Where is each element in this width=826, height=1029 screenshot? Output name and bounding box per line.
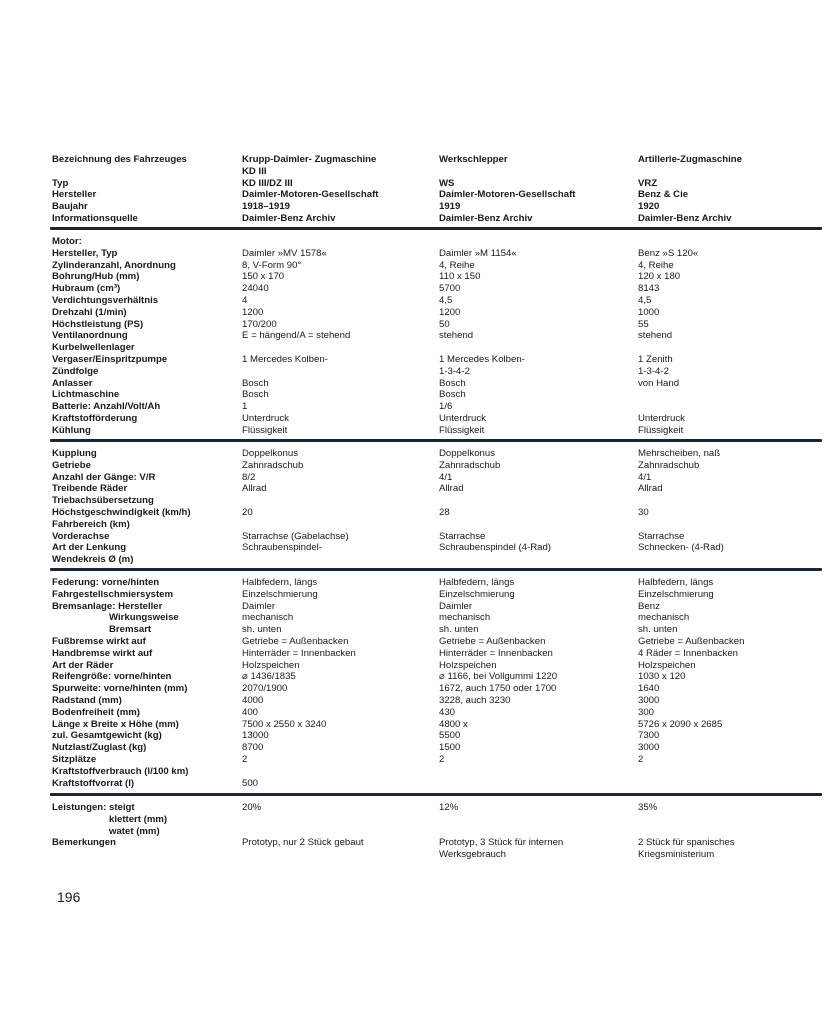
row-label: Fahrbereich (km) xyxy=(52,518,130,530)
vehicle-2-value: Starrachse xyxy=(439,530,486,542)
vehicle-2-value: 110 x 150 xyxy=(439,271,481,283)
table-row xyxy=(52,742,822,754)
vehicle-3-value: Starrachse xyxy=(638,530,685,542)
vehicle-2-value: ⌀ 1166, bei Vollgummi 1220 xyxy=(439,671,558,683)
vehicle-2-value: Einzelschmierung xyxy=(439,588,515,600)
table-row xyxy=(52,472,822,484)
section-divider xyxy=(50,227,822,230)
vehicle-2-value: Bosch xyxy=(439,377,466,389)
vehicle-3-value: 4,5 xyxy=(638,294,652,306)
vehicle-2-value: Bosch xyxy=(439,389,466,401)
table-row xyxy=(52,260,822,272)
table-row xyxy=(52,354,822,366)
table-row xyxy=(52,601,822,613)
vehicle-1-value: 8, V-Form 90° xyxy=(242,259,302,271)
section-divider xyxy=(50,439,822,442)
vehicle-1-value: KD III xyxy=(242,165,267,177)
table-row xyxy=(52,213,822,225)
vehicle-3-value: Zahnradschub xyxy=(638,459,700,471)
row-label: Vorderachse xyxy=(52,530,110,542)
vehicle-3-value: 300 xyxy=(638,706,655,718)
table-row xyxy=(52,342,822,354)
vehicle-1-value: 24040 xyxy=(242,283,269,295)
table-row xyxy=(52,589,822,601)
vehicle-1-value: 8700 xyxy=(242,742,264,754)
table-row xyxy=(52,531,822,543)
row-label: Kühlung xyxy=(52,424,91,436)
vehicle-2-value: 50 xyxy=(439,318,450,330)
table-row xyxy=(52,248,822,260)
vehicle-3-value: Benz »S 120« xyxy=(638,247,699,259)
performance-section xyxy=(52,802,822,861)
row-label: Getriebe xyxy=(52,459,91,471)
row-label: Kraftstofförderung xyxy=(52,412,138,424)
row-label: Verdichtungsverhältnis xyxy=(52,294,159,306)
row-label: Höchstleistung (PS) xyxy=(52,318,144,330)
table-row xyxy=(52,154,822,166)
row-label: Nutzlast/Zuglast (kg) xyxy=(52,742,147,754)
table-row xyxy=(52,826,822,838)
vehicle-2-value: 28 xyxy=(439,506,450,518)
row-label: Baujahr xyxy=(52,201,88,213)
row-label: Reifengröße: vorne/hinten xyxy=(52,671,172,683)
vehicle-2-value: 1672, auch 1750 oder 1700 xyxy=(439,683,557,695)
vehicle-3-value: 1 Zenith xyxy=(638,353,673,365)
table-row xyxy=(52,612,822,624)
row-label: Bohrung/Hub (mm) xyxy=(52,271,140,283)
vehicle-3-value: Kriegsministerium xyxy=(638,849,715,861)
vehicle-3-value: 120 x 180 xyxy=(638,271,681,283)
vehicle-3-value: 7300 xyxy=(638,730,660,742)
row-label: Zylinderanzahl, Anordnung xyxy=(52,259,176,271)
row-label: Sitzplätze xyxy=(52,753,97,765)
header-section xyxy=(52,154,822,225)
vehicle-1-value: Einzelschmierung xyxy=(242,588,318,600)
vehicle-1-value: Starrachse (Gabelachse) xyxy=(242,530,349,542)
table-row xyxy=(52,778,822,790)
table-row xyxy=(52,671,822,683)
vehicle-1-value: Daimler xyxy=(242,600,276,612)
table-row xyxy=(52,378,822,390)
row-label: Drehzahl (1/min) xyxy=(52,306,127,318)
motor-section xyxy=(52,236,822,437)
table-row xyxy=(52,683,822,695)
row-label: Typ xyxy=(52,177,69,189)
vehicle-3-value: 2 xyxy=(638,753,644,765)
vehicle-1-value: ⌀ 1436/1835 xyxy=(242,671,296,683)
table-row xyxy=(52,636,822,648)
vehicle-2-value: mechanisch xyxy=(439,612,491,624)
vehicle-2-value: Unterdruck xyxy=(439,412,486,424)
vehicle-2-value: 1/6 xyxy=(439,401,453,413)
vehicle-1-value: Prototyp, nur 2 Stück gebaut xyxy=(242,837,364,849)
row-label: Wendekreis Ø (m) xyxy=(52,554,134,566)
vehicle-3-value: 8143 xyxy=(638,283,660,295)
vehicle-3-value: Benz & Cie xyxy=(638,189,689,201)
vehicle-2-value: Werksgebrauch xyxy=(439,849,507,861)
vehicle-2-value: Allrad xyxy=(439,483,464,495)
vehicle-3-value: sh. unten xyxy=(638,624,678,636)
vehicle-3-value: Artillerie-Zugmaschine xyxy=(638,154,742,165)
table-row xyxy=(52,519,822,531)
vehicle-2-value: Flüssigkeit xyxy=(439,424,485,436)
vehicle-3-value: 1000 xyxy=(638,306,660,318)
vehicle-2-value: Werkschlepper xyxy=(439,154,508,165)
vehicle-3-value: Einzelschmierung xyxy=(638,588,714,600)
table-row xyxy=(52,495,822,507)
vehicle-2-value: 12% xyxy=(439,802,459,813)
vehicle-2-value: Getriebe = Außenbacken xyxy=(439,635,546,647)
vehicle-2-value: Daimler xyxy=(439,600,473,612)
table-row xyxy=(52,707,822,719)
vehicle-1-value: Bosch xyxy=(242,389,269,401)
row-label: Kraftstoffverbrauch (l/100 km) xyxy=(52,765,189,777)
table-row xyxy=(52,542,822,554)
vehicle-1-value: 2070/1900 xyxy=(242,683,288,695)
vehicle-1-value: Doppelkonus xyxy=(242,448,299,459)
vehicle-3-value: 35% xyxy=(638,802,658,813)
table-row xyxy=(52,814,822,826)
vehicle-3-value: 4, Reihe xyxy=(638,259,674,271)
vehicle-2-value: Holzspeichen xyxy=(439,659,497,671)
vehicle-3-value: 2 Stück für spanisches xyxy=(638,837,735,849)
vehicle-2-value: 1 Mercedes Kolben- xyxy=(439,353,525,365)
vehicle-1-value: 4000 xyxy=(242,694,264,706)
vehicle-1-value: 1 Mercedes Kolben- xyxy=(242,353,328,365)
vehicle-1-value: Krupp-Daimler- Zugmaschine xyxy=(242,154,377,165)
table-row xyxy=(52,319,822,331)
vehicle-3-value: 1030 x 120 xyxy=(638,671,686,683)
row-label: Lichtmaschine xyxy=(52,389,120,401)
row-label: Höchstgeschwindigkeit (km/h) xyxy=(52,506,191,518)
vehicle-3-value: 1920 xyxy=(638,201,660,213)
vehicle-1-value: 13000 xyxy=(242,730,269,742)
table-row xyxy=(52,201,822,213)
table-row xyxy=(52,236,822,248)
vehicle-2-value: 2 xyxy=(439,753,445,765)
table-row xyxy=(52,577,822,589)
vehicle-2-value: Hinterräder = Innenbacken xyxy=(439,647,553,659)
vehicle-2-value: stehend xyxy=(439,330,474,342)
row-label: Handbremse wirkt auf xyxy=(52,647,153,659)
row-label: Kraftstoffvorrat (l) xyxy=(52,777,135,789)
vehicle-2-value: 1200 xyxy=(439,306,461,318)
row-label: Kupplung xyxy=(52,448,97,459)
row-label: Radstand (mm) xyxy=(52,694,122,706)
table-row xyxy=(52,401,822,413)
table-row xyxy=(52,330,822,342)
vehicle-1-value: Getriebe = Außenbacken xyxy=(242,635,349,647)
vehicle-3-value: 1-3-4-2 xyxy=(638,365,669,377)
row-label: zul. Gesamtgewicht (kg) xyxy=(52,730,162,742)
vehicle-1-value: 2 xyxy=(242,753,248,765)
vehicle-1-value: Flüssigkeit xyxy=(242,424,288,436)
vehicle-1-value: 8/2 xyxy=(242,471,256,483)
table-row xyxy=(52,766,822,778)
vehicle-3-value: 3000 xyxy=(638,742,660,754)
section-divider xyxy=(50,793,822,796)
table-row xyxy=(52,189,822,201)
vehicle-3-value: 30 xyxy=(638,506,649,518)
row-label: Anlasser xyxy=(52,377,93,389)
vehicle-3-value: Halbfedern, längs xyxy=(638,577,714,588)
table-row xyxy=(52,295,822,307)
vehicle-3-value: 4 Räder = Innenbacken xyxy=(638,647,739,659)
vehicle-2-value: Daimler-Benz Archiv xyxy=(439,212,533,224)
vehicle-3-value: 4/1 xyxy=(638,471,652,483)
row-label: watet (mm) xyxy=(109,825,160,837)
row-label: Federung: vorne/hinten xyxy=(52,577,160,588)
row-label: Fußbremse wirkt auf xyxy=(52,635,146,647)
vehicle-3-value: VRZ xyxy=(638,177,658,189)
row-label: klettert (mm) xyxy=(109,813,168,825)
vehicle-2-value: Daimler »M 1154« xyxy=(439,247,517,259)
table-row xyxy=(52,849,822,861)
row-label: Bremsanlage: Hersteller xyxy=(52,600,163,612)
vehicle-3-value: mechanisch xyxy=(638,612,690,624)
vehicle-1-value: Halbfedern, längs xyxy=(242,577,318,588)
table-row xyxy=(52,730,822,742)
vehicle-1-value: Zahnradschub xyxy=(242,459,304,471)
table-row xyxy=(52,425,822,437)
vehicle-2-value: Schraubenspindel (4-Rad) xyxy=(439,542,551,554)
vehicle-1-value: Daimler-Benz Archiv xyxy=(242,212,336,224)
row-label: Hersteller, Typ xyxy=(52,247,118,259)
vehicle-3-value: 5726 x 2090 x 2685 xyxy=(638,718,723,730)
row-label: Hubraum (cm³) xyxy=(52,283,121,295)
row-label: Bremsart xyxy=(109,624,152,636)
vehicle-1-value: 4 xyxy=(242,294,248,306)
vehicle-1-value: Schraubenspindel- xyxy=(242,542,323,554)
vehicle-2-value: 1-3-4-2 xyxy=(439,365,470,377)
table-row xyxy=(52,307,822,319)
row-label: Batterie: Anzahl/Volt/Ah xyxy=(52,401,161,413)
table-row xyxy=(52,448,822,460)
vehicle-3-value: Holzspeichen xyxy=(638,659,696,671)
vehicle-3-value: Flüssigkeit xyxy=(638,424,684,436)
row-label: Motor: xyxy=(52,236,82,247)
row-label: Bezeichnung des Fahrzeuges xyxy=(52,154,187,165)
vehicle-1-value: Unterdruck xyxy=(242,412,289,424)
vehicle-2-value: 1500 xyxy=(439,742,461,754)
vehicle-3-value: stehend xyxy=(638,330,673,342)
row-label: Bodenfreiheit (mm) xyxy=(52,706,140,718)
vehicle-2-value: 4/1 xyxy=(439,471,453,483)
vehicle-1-value: 1200 xyxy=(242,306,264,318)
vehicle-2-value: 1919 xyxy=(439,201,461,213)
vehicle-1-value: Allrad xyxy=(242,483,267,495)
vehicle-3-value: 55 xyxy=(638,318,649,330)
table-row xyxy=(52,802,822,814)
vehicle-1-value: 400 xyxy=(242,706,259,718)
vehicle-2-value: Zahnradschub xyxy=(439,459,501,471)
table-row xyxy=(52,166,822,178)
vehicle-1-value: 7500 x 2550 x 3240 xyxy=(242,718,327,730)
table-row xyxy=(52,554,822,566)
vehicle-2-value: 430 xyxy=(439,706,456,718)
table-row xyxy=(52,648,822,660)
vehicle-1-value: Daimler-Motoren-Gesellschaft xyxy=(242,189,379,201)
row-label: Fahrgestellschmiersystem xyxy=(52,588,174,600)
vehicle-2-value: Doppelkonus xyxy=(439,448,496,459)
vehicle-3-value: Unterdruck xyxy=(638,412,685,424)
vehicle-3-value: Mehrscheiben, naß xyxy=(638,448,721,459)
vehicle-2-value: 4800 x xyxy=(439,718,468,730)
vehicle-2-value: 4, Reihe xyxy=(439,259,475,271)
row-label: Informationsquelle xyxy=(52,212,138,224)
row-label: Kurbelwellenlager xyxy=(52,342,135,354)
row-label: Länge x Breite x Höhe (mm) xyxy=(52,718,179,730)
vehicle-1-value: mechanisch xyxy=(242,612,294,624)
table-row xyxy=(52,754,822,766)
row-label: Spurweite: vorne/hinten (mm) xyxy=(52,683,188,695)
table-row xyxy=(52,283,822,295)
vehicle-1-value: 1918–1919 xyxy=(242,201,291,213)
section-divider xyxy=(50,568,822,571)
table-row xyxy=(52,178,822,190)
table-row xyxy=(52,719,822,731)
vehicle-1-value: Hinterräder = Innenbacken xyxy=(242,647,356,659)
row-label: Triebachsübersetzung xyxy=(52,495,154,507)
table-row xyxy=(52,695,822,707)
vehicle-1-value: Daimler »MV 1578« xyxy=(242,247,327,259)
row-label: Leistungen: steigt xyxy=(52,802,135,813)
vehicle-3-value: Daimler-Benz Archiv xyxy=(638,212,732,224)
vehicle-1-value: 20 xyxy=(242,506,253,518)
table-row xyxy=(52,389,822,401)
row-label: Art der Lenkung xyxy=(52,542,127,554)
vehicle-1-value: 170/200 xyxy=(242,318,277,330)
table-row xyxy=(52,660,822,672)
vehicle-2-value: Daimler-Motoren-Gesellschaft xyxy=(439,189,576,201)
vehicle-3-value: Benz xyxy=(638,600,660,612)
vehicle-1-value: Holzspeichen xyxy=(242,659,300,671)
vehicle-2-value: Prototyp, 3 Stück für internen xyxy=(439,837,564,849)
vehicle-3-value: 1640 xyxy=(638,683,660,695)
table-row xyxy=(52,413,822,425)
vehicle-2-value: WS xyxy=(439,177,455,189)
vehicle-1-value: Bosch xyxy=(242,377,269,389)
row-label: Treibende Räder xyxy=(52,483,128,495)
vehicle-1-value: 150 x 170 xyxy=(242,271,285,283)
vehicle-1-value: 1 xyxy=(242,401,248,413)
row-label: Ventilanordnung xyxy=(52,330,128,342)
table-row xyxy=(52,507,822,519)
vehicle-2-value: sh. unten xyxy=(439,624,479,636)
table-row xyxy=(52,837,822,849)
row-label: Art der Räder xyxy=(52,659,114,671)
row-label: Wirkungsweise xyxy=(109,612,179,624)
row-label: Anzahl der Gänge: V/R xyxy=(52,471,156,483)
table-row xyxy=(52,460,822,472)
table-row xyxy=(52,366,822,378)
vehicle-3-value: Schnecken- (4-Rad) xyxy=(638,542,724,554)
row-label: Hersteller xyxy=(52,189,97,201)
vehicle-1-value: sh. unten xyxy=(242,624,282,636)
vehicle-1-value: 20% xyxy=(242,802,262,813)
vehicle-1-value: KD III/DZ III xyxy=(242,177,293,189)
table-row xyxy=(52,271,822,283)
table-row xyxy=(52,624,822,636)
table-row xyxy=(52,483,822,495)
vehicle-3-value: von Hand xyxy=(638,377,680,389)
vehicle-2-value: 5700 xyxy=(439,283,461,295)
page-number: 196 xyxy=(57,889,81,905)
chassis-section xyxy=(52,577,822,789)
row-label: Zündfolge xyxy=(52,365,99,377)
vehicle-3-value: Allrad xyxy=(638,483,663,495)
drivetrain-section xyxy=(52,448,822,566)
vehicle-2-value: 4,5 xyxy=(439,294,453,306)
vehicle-1-value: E = hängend/A = stehend xyxy=(242,330,351,342)
vehicle-2-value: 3228, auch 3230 xyxy=(439,694,511,706)
row-label: Vergaser/Einspritzpumpe xyxy=(52,353,168,365)
vehicle-3-value: Getriebe = Außenbacken xyxy=(638,635,745,647)
vehicle-1-value: 500 xyxy=(242,777,259,789)
vehicle-2-value: 5500 xyxy=(439,730,461,742)
vehicle-2-value: Halbfedern, längs xyxy=(439,577,515,588)
row-label: Bemerkungen xyxy=(52,837,116,849)
vehicle-3-value: 3000 xyxy=(638,694,660,706)
